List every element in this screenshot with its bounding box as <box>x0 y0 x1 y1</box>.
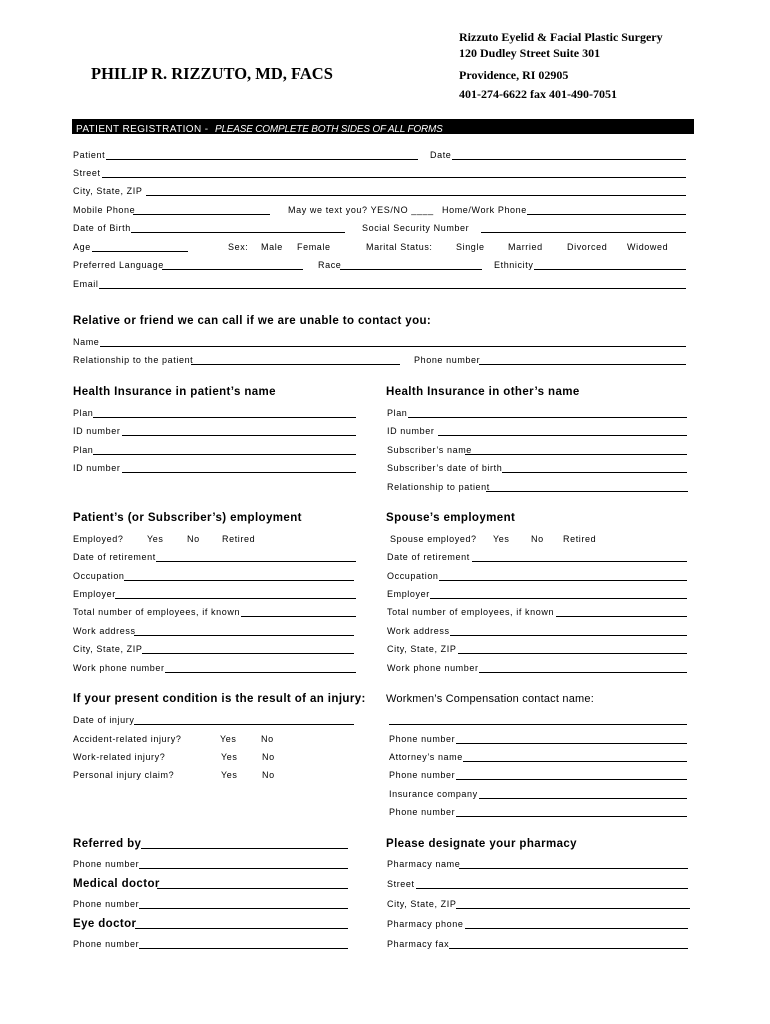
occupation-field[interactable] <box>124 580 354 581</box>
insurance-patient-heading: Health Insurance in patient’s name <box>73 386 276 398</box>
marital-married-option[interactable]: Married <box>508 242 543 252</box>
ethnicity-label: Ethnicity <box>494 260 534 270</box>
employed-label: Employed? <box>73 534 124 544</box>
medical-doctor-phone-label: Phone number <box>73 899 140 909</box>
employed-yes-option[interactable]: Yes <box>147 534 164 544</box>
work-related-yes-option[interactable]: Yes <box>221 752 238 762</box>
spouse-city-state-zip-field[interactable] <box>458 653 687 654</box>
preferred-language-label: Preferred Language <box>73 260 164 270</box>
secondary-id-number-label: ID number <box>73 463 121 473</box>
attorney-phone-field[interactable] <box>456 779 687 780</box>
home-work-phone-field[interactable] <box>527 214 686 215</box>
relationship-to-patient-label: Relationship to patient <box>387 482 490 492</box>
subscriber-name-field[interactable] <box>465 454 687 455</box>
spouse-occupation-field[interactable] <box>439 580 687 581</box>
employment-patient-heading: Patient’s (or Subscriber’s) employment <box>73 512 302 524</box>
referred-by-field[interactable] <box>141 848 348 849</box>
personal-claim-no-option[interactable]: No <box>262 770 275 780</box>
relative-heading: Relative or friend we can call if we are unable to contact you: <box>73 315 432 327</box>
id-number-label: ID number <box>73 426 121 436</box>
referrer-phone-label: Phone number <box>73 859 140 869</box>
employment-spouse-heading: Spouse’s employment <box>386 512 516 524</box>
relative-phone-label: Phone number <box>414 355 481 365</box>
city-state-zip-label: City, State, ZIP <box>73 186 143 196</box>
comp-phone-field[interactable] <box>456 743 687 744</box>
medical-doctor-label: Medical doctor <box>73 878 160 890</box>
other-id-number-label: ID number <box>387 426 435 436</box>
age-field[interactable] <box>92 251 188 252</box>
spouse-work-phone-label: Work phone number <box>387 663 479 673</box>
spouse-total-employees-field[interactable] <box>556 616 687 617</box>
referrer-phone-field[interactable] <box>139 868 348 869</box>
spouse-total-employees-label: Total number of employees, if known <box>387 607 555 617</box>
street-label: Street <box>73 168 101 178</box>
work-address-label: Work address <box>73 626 136 636</box>
pharmacy-street-label: Street <box>387 879 415 889</box>
total-employees-label: Total number of employees, if known <box>73 607 241 617</box>
plan-field[interactable] <box>93 417 356 418</box>
spouse-work-address-label: Work address <box>387 626 450 636</box>
work-related-label: Work-related injury? <box>73 752 166 762</box>
city-state-zip-field[interactable] <box>146 195 686 196</box>
relative-name-field[interactable] <box>100 346 686 347</box>
comp-phone-label: Phone number <box>389 734 456 744</box>
personal-claim-label: Personal injury claim? <box>73 770 175 780</box>
marital-single-option[interactable]: Single <box>456 242 485 252</box>
banner-subtitle: PLEASE COMPLETE BOTH SIDES OF ALL FORMS <box>214 124 443 135</box>
eye-doctor-field[interactable] <box>135 928 348 929</box>
occupation-label: Occupation <box>73 571 125 581</box>
secondary-plan-field[interactable] <box>93 454 356 455</box>
spouse-employed-retired-option[interactable]: Retired <box>563 534 597 544</box>
eye-doctor-label: Eye doctor <box>73 918 137 930</box>
accident-yes-option[interactable]: Yes <box>220 734 237 744</box>
workmens-comp-heading: Workmen’s Compensation contact name: <box>386 693 594 705</box>
sex-label: Sex: <box>228 242 249 252</box>
home-work-phone-label: Home/Work Phone <box>442 205 527 215</box>
relationship-to-patient-field[interactable] <box>486 491 688 492</box>
accident-no-option[interactable]: No <box>261 734 274 744</box>
spouse-employed-yes-option[interactable]: Yes <box>493 534 510 544</box>
insurance-company-phone-field[interactable] <box>456 816 687 817</box>
race-label: Race <box>318 260 342 270</box>
pharmacy-heading: Please designate your pharmacy <box>386 838 577 850</box>
pharmacy-city-state-zip-field[interactable] <box>456 908 690 909</box>
pharmacy-name-field[interactable] <box>459 868 688 869</box>
pharmacy-phone-field[interactable] <box>465 928 688 929</box>
pharmacy-street-field[interactable] <box>416 888 688 889</box>
spouse-employed-label: Spouse employed? <box>390 534 477 544</box>
spouse-employer-field[interactable] <box>430 598 687 599</box>
pharmacy-phone-label: Pharmacy phone <box>387 919 464 929</box>
patient-name-field[interactable] <box>106 159 418 160</box>
work-phone-label: Work phone number <box>73 663 165 673</box>
subscriber-name-label: Subscriber’s name <box>387 445 472 455</box>
patient-label: Patient <box>73 150 106 160</box>
secondary-id-number-field[interactable] <box>122 472 356 473</box>
date-of-injury-label: Date of injury <box>73 715 135 725</box>
practice-phone-fax: 401-274-6622 fax 401-490-7051 <box>459 87 617 101</box>
insurance-company-field[interactable] <box>479 798 687 799</box>
spouse-employed-no-option[interactable]: No <box>531 534 544 544</box>
work-related-no-option[interactable]: No <box>262 752 275 762</box>
pharmacy-city-state-zip-label: City, State, ZIP <box>387 899 457 909</box>
injury-heading: If your present condition is the result of an injury: <box>73 693 366 705</box>
ethnicity-field[interactable] <box>534 269 686 270</box>
employer-field[interactable] <box>115 598 356 599</box>
id-number-field[interactable] <box>122 435 356 436</box>
spouse-employer-label: Employer <box>387 589 430 599</box>
sex-female-option[interactable]: Female <box>297 242 331 252</box>
date-of-injury-field[interactable] <box>134 724 354 725</box>
other-plan-label: Plan <box>387 408 408 418</box>
practice-address-line1: 120 Dudley Street Suite 301 <box>459 46 601 60</box>
date-of-retirement-label: Date of retirement <box>73 552 156 562</box>
work-city-state-zip-label: City, State, ZIP <box>73 644 143 654</box>
relationship-field[interactable] <box>191 364 400 365</box>
eye-doctor-phone-label: Phone number <box>73 939 140 949</box>
insurance-other-heading: Health Insurance in other’s name <box>386 386 580 398</box>
email-field[interactable] <box>99 288 686 289</box>
personal-claim-yes-option[interactable]: Yes <box>221 770 238 780</box>
insurance-company-phone-label: Phone number <box>389 807 456 817</box>
spouse-work-phone-field[interactable] <box>479 672 687 673</box>
may-we-text-label[interactable]: May we text you? YES/NO ____ <box>288 205 434 215</box>
marital-divorced-option[interactable]: Divorced <box>567 242 608 252</box>
secondary-plan-label: Plan <box>73 445 94 455</box>
medical-doctor-phone-field[interactable] <box>139 908 348 909</box>
spouse-work-address-field[interactable] <box>450 635 687 636</box>
date-label: Date <box>430 150 452 160</box>
spouse-date-of-retirement-label: Date of retirement <box>387 552 470 562</box>
race-field[interactable] <box>340 269 482 270</box>
pharmacy-name-label: Pharmacy name <box>387 859 461 869</box>
subscriber-dob-label: Subscriber’s date of birth <box>387 463 503 473</box>
other-plan-field[interactable] <box>408 417 687 418</box>
employed-retired-option[interactable]: Retired <box>222 534 256 544</box>
medical-doctor-field[interactable] <box>157 888 348 889</box>
ssn-field[interactable] <box>481 232 686 233</box>
relative-phone-field[interactable] <box>479 364 686 365</box>
practice-address-line2: Providence, RI 02905 <box>459 68 569 82</box>
work-phone-field[interactable] <box>165 672 356 673</box>
total-employees-field[interactable] <box>241 616 356 617</box>
spouse-occupation-label: Occupation <box>387 571 439 581</box>
referred-by-label: Referred by <box>73 838 142 850</box>
mobile-phone-label: Mobile Phone <box>73 205 136 215</box>
preferred-language-field[interactable] <box>162 269 303 270</box>
registration-banner <box>72 119 694 134</box>
date-of-birth-field[interactable] <box>131 232 345 233</box>
street-field[interactable] <box>102 177 686 178</box>
eye-doctor-phone-field[interactable] <box>139 948 348 949</box>
accident-related-label: Accident-related injury? <box>73 734 182 744</box>
age-label: Age <box>73 242 91 252</box>
work-address-field[interactable] <box>134 635 354 636</box>
work-city-state-zip-field[interactable] <box>142 653 354 654</box>
date-field[interactable] <box>452 159 686 160</box>
practice-name: Rizzuto Eyelid & Facial Plastic Surgery <box>459 30 663 44</box>
email-label: Email <box>73 279 99 289</box>
attorney-phone-label: Phone number <box>389 770 456 780</box>
mobile-phone-field[interactable] <box>133 214 270 215</box>
insurance-company-label: Insurance company <box>389 789 478 799</box>
subscriber-dob-field[interactable] <box>502 472 687 473</box>
banner-title: PATIENT REGISTRATION - <box>76 124 209 135</box>
attorney-name-field[interactable] <box>463 761 687 762</box>
ssn-label: Social Security Number <box>362 223 470 233</box>
attorney-name-label: Attorney’s name <box>389 752 463 762</box>
employed-no-option[interactable]: No <box>187 534 200 544</box>
doctor-name: PHILIP R. RIZZUTO, MD, FACS <box>91 64 333 83</box>
pharmacy-fax-label: Pharmacy fax <box>387 939 450 949</box>
date-of-retirement-field[interactable] <box>156 561 356 562</box>
relative-name-label: Name <box>73 337 100 347</box>
plan-label: Plan <box>73 408 94 418</box>
other-id-number-field[interactable] <box>438 435 687 436</box>
workmens-comp-contact-field[interactable] <box>389 724 687 725</box>
date-of-birth-label: Date of Birth <box>73 223 131 233</box>
pharmacy-fax-field[interactable] <box>449 948 688 949</box>
marital-widowed-option[interactable]: Widowed <box>627 242 669 252</box>
spouse-city-state-zip-label: City, State, ZIP <box>387 644 457 654</box>
spouse-date-of-retirement-field[interactable] <box>472 561 687 562</box>
sex-male-option[interactable]: Male <box>261 242 283 252</box>
relationship-label: Relationship to the patient <box>73 355 194 365</box>
employer-label: Employer <box>73 589 116 599</box>
marital-status-label: Marital Status: <box>366 242 433 252</box>
